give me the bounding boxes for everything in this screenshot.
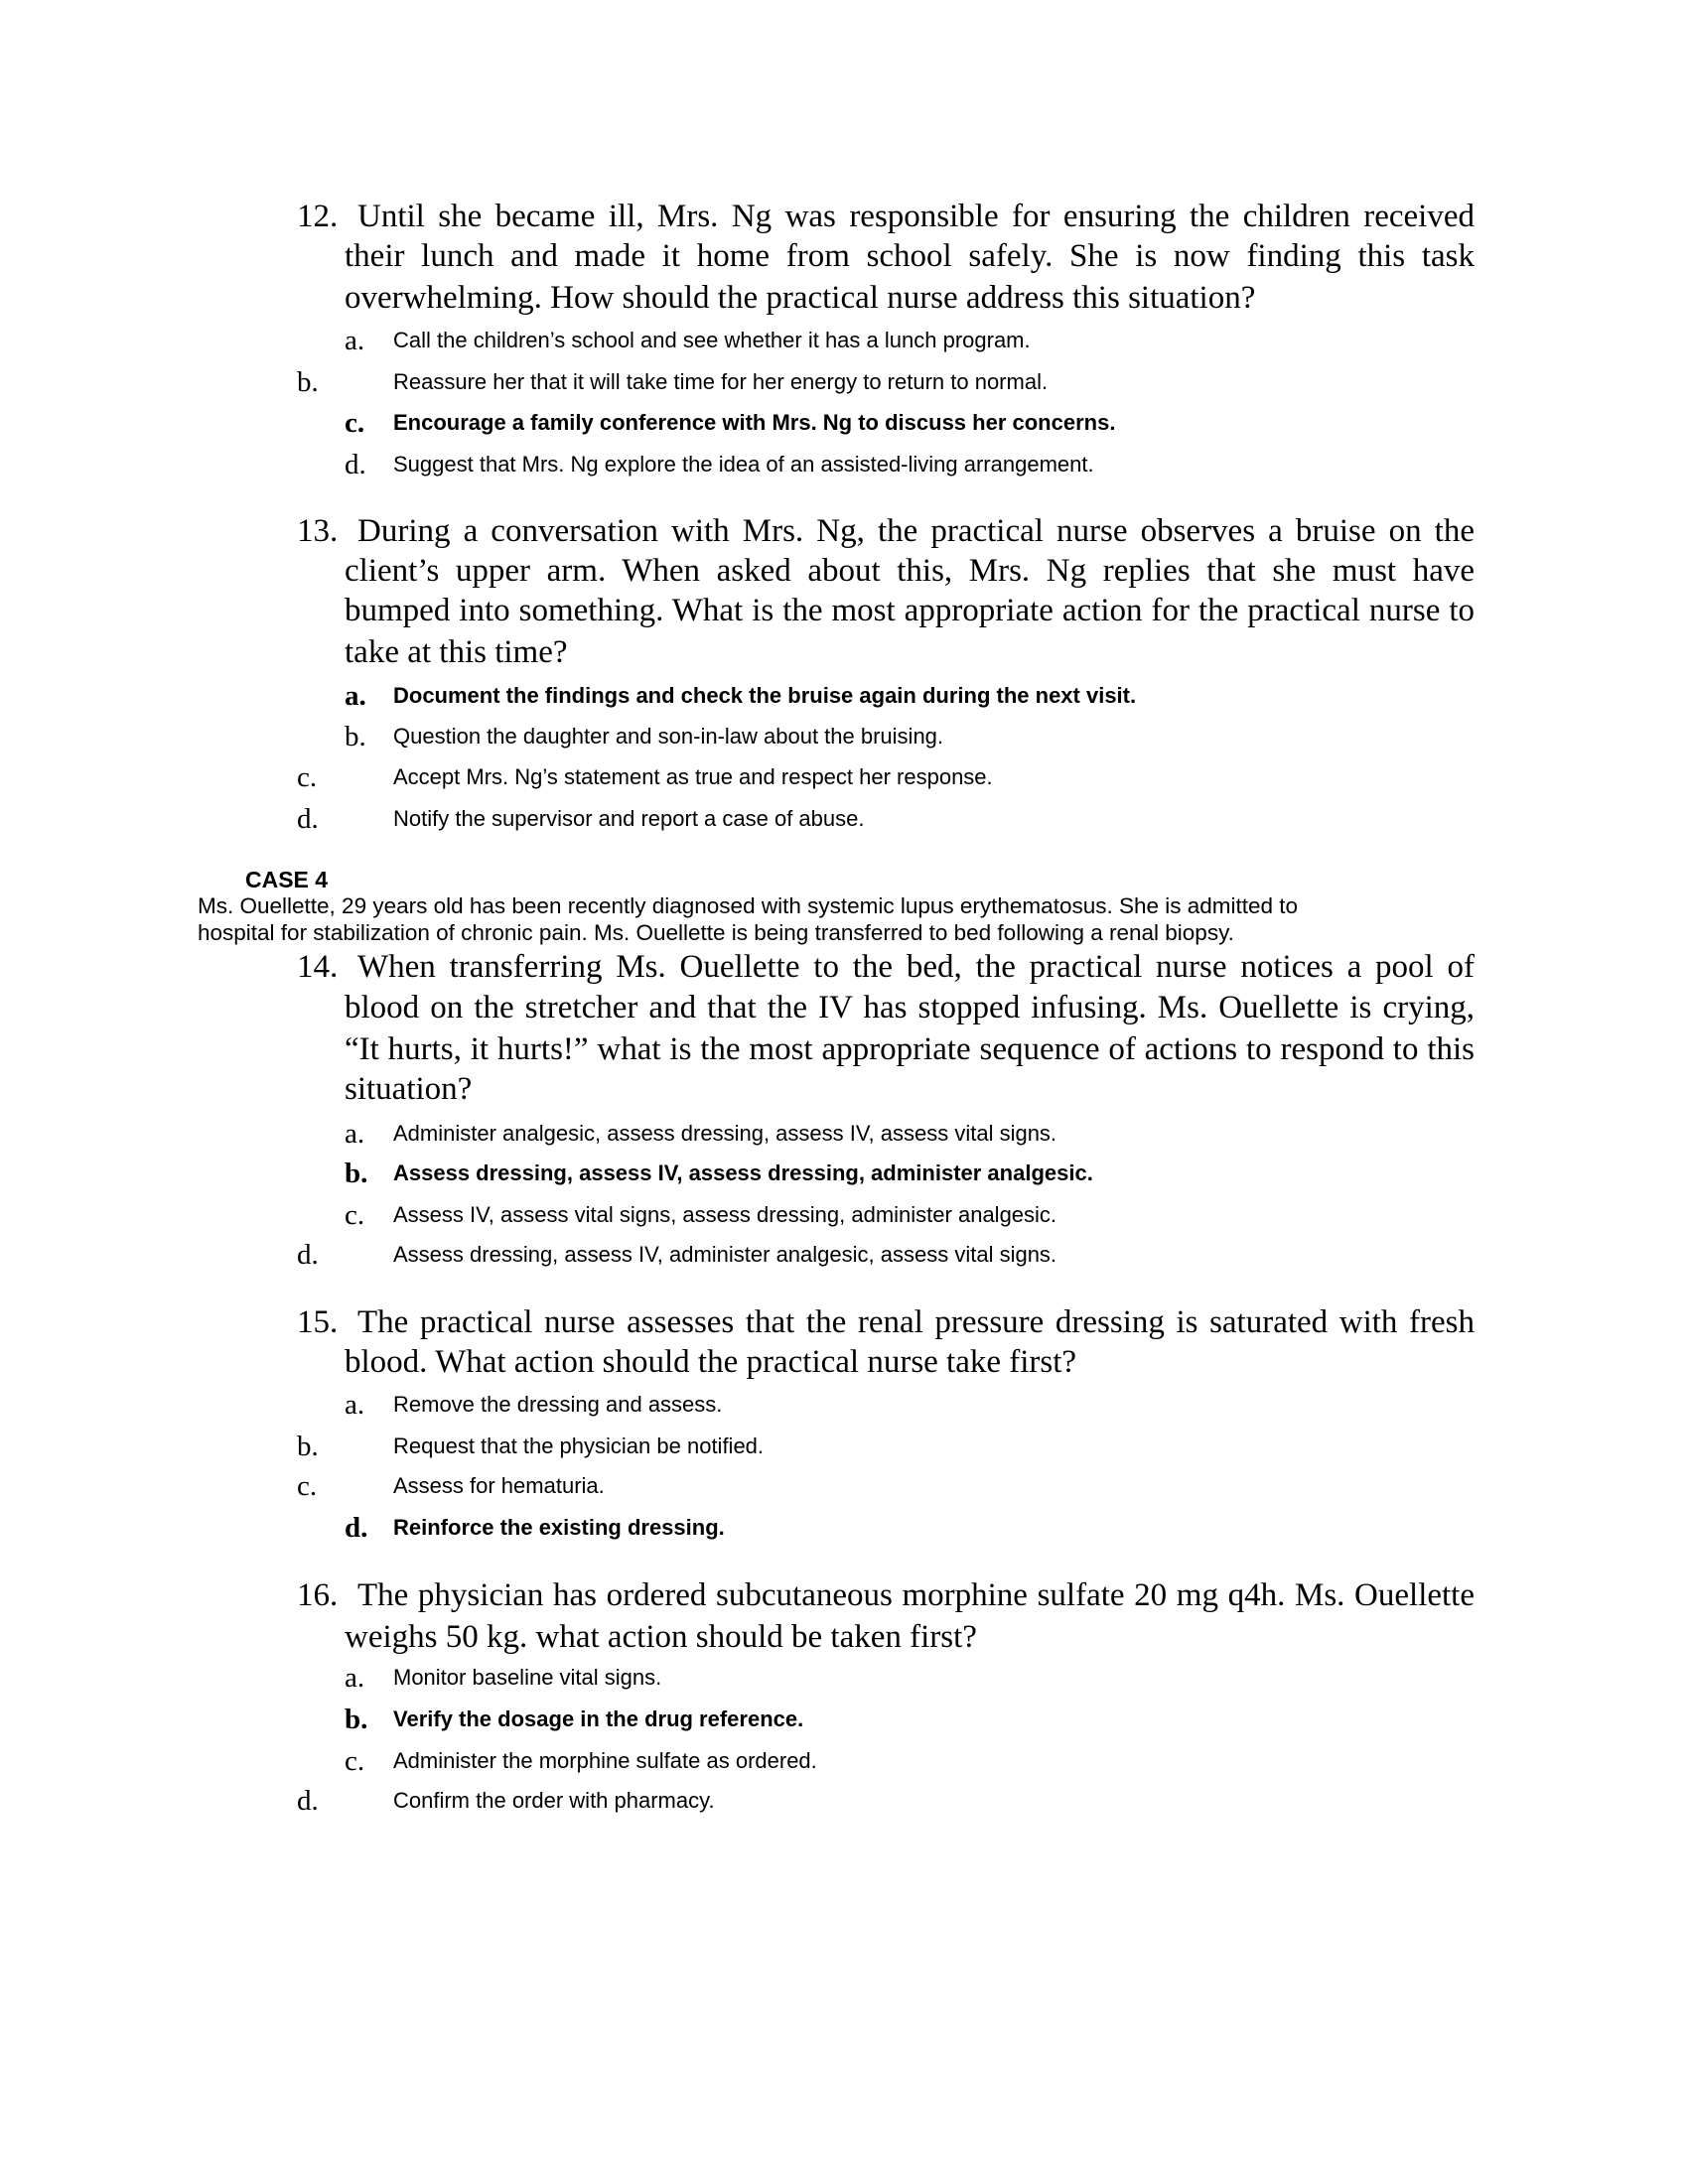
question-text-line: When transferring Ms. Ouellette to the bed, the practical nurse notices a pool of [357,949,1475,985]
correct-answer-option: Reinforce the existing dressing. [393,1515,725,1540]
option-letter: a. [345,1389,365,1421]
option-letter: a. [345,1118,365,1150]
option-letter: d. [297,803,319,835]
question-text-line: weighs 50 kg. what action should be taken first? [345,1619,977,1655]
option-letter: c. [297,1470,318,1502]
option-letter: d. [345,449,366,480]
correct-answer-option: Document the findings and check the bruise again during the next visit. [393,683,1137,708]
question-number: 13. [297,513,339,549]
option-letter: c. [345,1199,365,1231]
answer-option: Reassure her that it will take time for her energy to return to normal. [393,369,1049,394]
question-text-line: client’s upper arm. When asked about this, Mrs. Ng replies that she must have [345,553,1475,589]
option-letter: d. [297,1239,319,1271]
question-text-line: overwhelming. How should the practical nurse address this situation? [345,280,1256,316]
question-number: 15. [297,1304,339,1340]
option-letter: b. [297,1431,319,1462]
correct-answer-option: Encourage a family conference with Mrs. Ng to discuss her concerns. [393,410,1116,435]
answer-option: Assess IV, assess vital signs, assess dressing, administer analgesic. [393,1202,1057,1227]
answer-option: Confirm the order with pharmacy. [393,1788,715,1813]
answer-option: Remove the dressing and assess. [393,1392,723,1417]
option-letter: a. [345,325,365,356]
correct-answer-option: Verify the dosage in the drug reference. [393,1706,804,1731]
answer-option: Administer analgesic, assess dressing, assess IV, assess vital signs. [393,1121,1057,1146]
option-letter: d. [297,1785,319,1817]
question-text-line: The practical nurse assesses that the renal pressure dressing is saturated with fresh [357,1304,1475,1340]
question-text-line: Until she became ill, Mrs. Ng was responsible for ensuring the children received [357,199,1475,234]
question-text-line: The physician has ordered subcutaneous morphine sulfate 20 mg q4h. Ms. Ouellette [357,1577,1475,1613]
case-title: CASE 4 [245,867,329,892]
option-letter: b. [297,366,319,398]
answer-option: Question the daughter and son-in-law about the bruising. [393,724,944,749]
option-letter: c. [297,761,318,793]
question-number: 16. [297,1577,339,1613]
option-letter: c. [345,407,365,439]
option-letter: c. [345,1745,365,1777]
answer-option: Suggest that Mrs. Ng explore the idea of an assisted-living arrangement. [393,452,1094,477]
answer-option: Accept Mrs. Ng’s statement as true and respect her response. [393,764,993,789]
option-letter: b. [345,1158,368,1189]
option-letter: a. [345,680,366,712]
answer-option: Request that the physician be notified. [393,1433,765,1458]
case-description-line: hospital for stabilization of chronic pain. Ms. Ouellette is being transferred to bed following a renal biopsy. [198,920,1234,945]
case-description-line: Ms. Ouellette, 29 years old has been recently diagnosed with systemic lupus erythematosus. She is admitted to [198,893,1299,918]
question-number: 14. [297,949,339,985]
question-text-line: take at this time? [345,634,568,670]
option-letter: a. [345,1662,365,1694]
correct-answer-option: Assess dressing, assess IV, assess dressing, administer analgesic. [393,1160,1093,1185]
answer-option: Call the children’s school and see whether it has a lunch program. [393,328,1031,352]
question-number: 12. [297,199,339,234]
question-text-line: blood on the stretcher and that the IV has stopped infusing. Ms. Ouellette is crying, [345,990,1475,1025]
option-letter: b. [345,721,366,752]
answer-option: Assess for hematuria. [393,1473,605,1498]
option-letter: b. [345,1704,368,1735]
question-text-line: their lunch and made it home from school safely. She is now finding this task [345,238,1475,274]
question-text-line: bumped into something. What is the most appropriate action for the practical nurse to [345,593,1475,628]
option-letter: d. [345,1512,368,1544]
answer-option: Monitor baseline vital signs. [393,1665,662,1690]
answer-option: Assess dressing, assess IV, administer analgesic, assess vital signs. [393,1242,1057,1267]
question-text-line: “It hurts, it hurts!” what is the most appropriate sequence of actions to respond to this [345,1031,1475,1067]
question-text-line: situation? [345,1071,473,1107]
question-text-line: During a conversation with Mrs. Ng, the practical nurse observes a bruise on the [357,513,1475,549]
question-text-line: blood. What action should the practical nurse take first? [345,1344,1077,1380]
answer-option: Administer the morphine sulfate as ordered. [393,1748,817,1773]
answer-option: Notify the supervisor and report a case of abuse. [393,806,865,831]
